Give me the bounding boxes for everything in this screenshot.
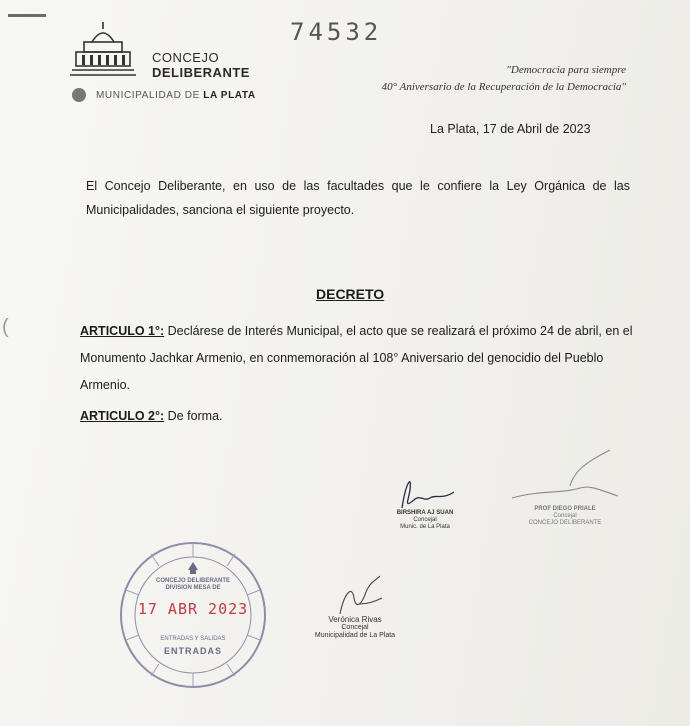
punch-hole-mark: (	[2, 316, 9, 338]
sig1-name: BIRSHIRA AJ SUAN	[396, 510, 454, 516]
motto-line1: "Democracia para siempre	[506, 64, 626, 76]
article-2-text: De forma.	[164, 409, 223, 423]
article-2	[80, 404, 640, 428]
stamp-line3: ENTRADAS Y SALIDAS	[160, 636, 226, 642]
sig2-role: Concejal	[553, 513, 577, 519]
document-title: DECRETO	[316, 286, 385, 302]
stamp-date: 17 ABR 2023	[137, 600, 249, 618]
signature-3	[300, 616, 410, 640]
sig3-role: Concejal	[341, 624, 369, 631]
signature-1	[388, 510, 462, 531]
org-name-line2: DELIBERANTE	[152, 65, 250, 80]
stamp-line2: DIVISION MESA DE	[165, 585, 221, 591]
org-name-line1: CONCEJO	[152, 50, 220, 65]
municipality-line	[72, 88, 256, 102]
signature-scribble-2	[500, 440, 630, 510]
org-name	[152, 50, 250, 80]
stamp-text	[118, 540, 268, 690]
article-2-label: ARTICULO 2°:	[80, 409, 165, 423]
sig3-name: Verónica Rivas	[328, 615, 382, 624]
stamp-header	[118, 578, 268, 592]
municipality-text	[96, 90, 256, 101]
stamp-line4: ENTRADAS	[163, 646, 222, 656]
motto	[382, 62, 626, 96]
corner-mark	[8, 14, 46, 17]
municipality-prefix: MUNICIPALIDAD DE	[96, 89, 200, 101]
municipal-seal-icon	[72, 88, 86, 102]
sig2-org: CONCEJO DELIBERANTE	[528, 520, 602, 526]
article-1	[80, 318, 640, 399]
building-logo-icon	[70, 20, 136, 80]
stamp-line1: CONCEJO DELIBERANTE	[155, 578, 230, 584]
sig3-org: Municipalidad de La Plata	[314, 632, 396, 639]
document-date: La Plata, 17 de Abril de 2023	[430, 122, 591, 136]
signature-2	[510, 506, 620, 527]
signature-scribble-3	[330, 574, 390, 618]
sig1-org: Munic. de La Plata	[400, 524, 450, 530]
intro-paragraph: El Concejo Deliberante, en uso de las facultades que le confiere la Ley Orgánica de las Municipalidades, sanciona el siguiente proyecto.	[86, 179, 630, 217]
motto-line2: 40° Aniversario de la Recuperación de la Democracia"	[381, 81, 626, 93]
article-1-text: Declárese de Interés Municipal, el acto que se realizará el próximo 24 de abril, en el Monumento Jachkar Armenio, en conmemoración al 108° Aniversario del genocidio del Pueblo Armenio.	[80, 324, 633, 392]
sig1-role: Concejal	[413, 517, 437, 523]
sig2-name: PROF DIEGO PRIALE	[534, 506, 596, 512]
article-1-label: ARTICULO 1°:	[80, 324, 165, 338]
municipality-city: LA PLATA	[203, 89, 256, 101]
file-number: 74532	[290, 18, 383, 46]
signature-scribble-1	[394, 472, 464, 512]
